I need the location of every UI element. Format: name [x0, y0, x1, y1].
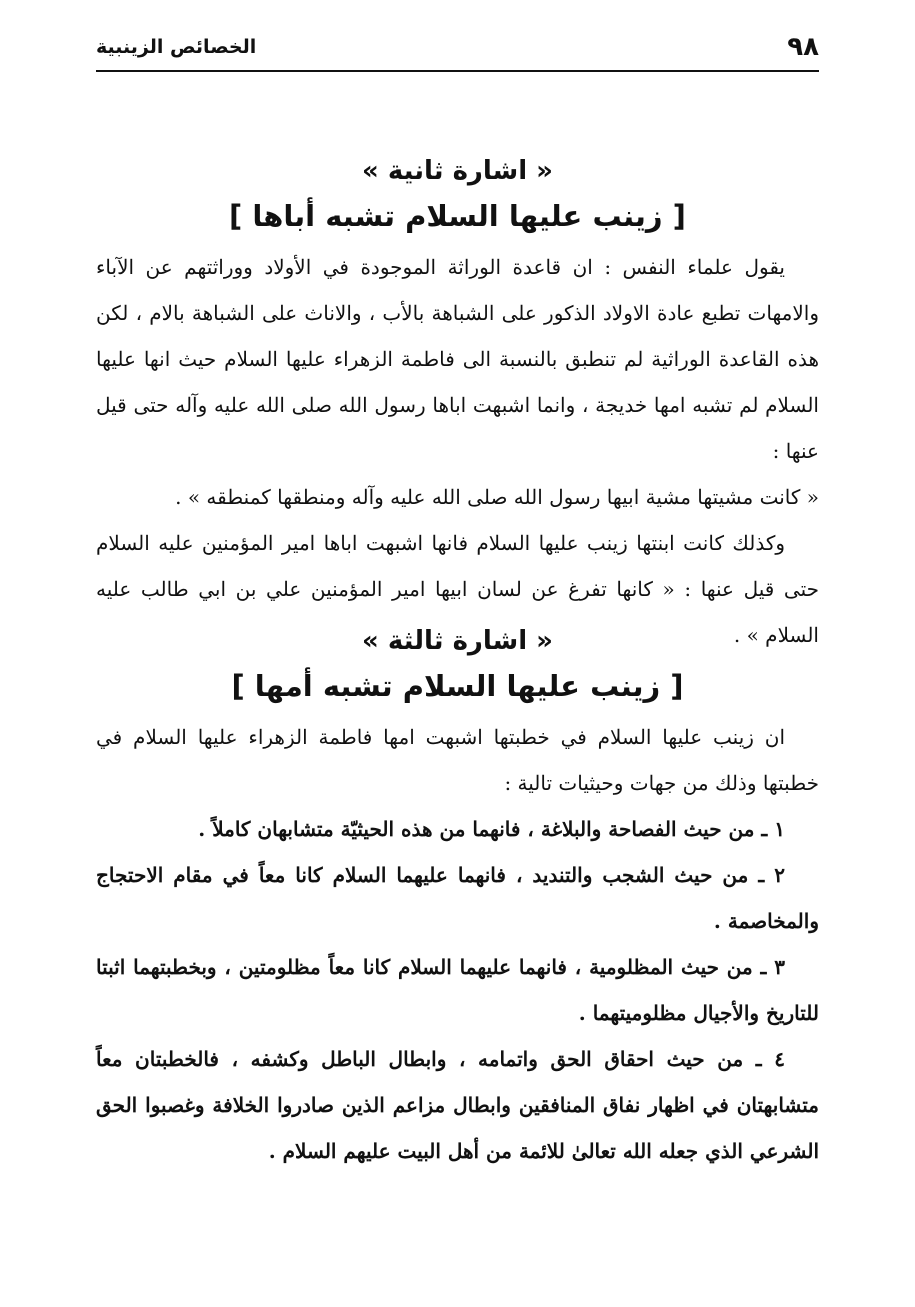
- paragraph: يقول علماء النفس : ان قاعدة الوراثة الموجودة في الأولاد ووراثتهم عن الآباء والامهات تطبع عادة الاولاد الذكور على الشباهة بالأب ، والاناث على الشباهة بالام ، لكن هذه القاعدة الوراثية لم تنطبق بالنسبة الى فاطمة الزهراء عليها السلام حيث انها عليها السلام لم تشبه امها خديجة ، وانما اشبهت اباها رسول الله صلى الله عليه وآله حتى قيل عنها :: [96, 255, 819, 463]
- list-item: ١ ـ من حيث الفصاحة والبلاغة ، فانهما من هذه الحيثيّة متشابهان كاملاً .: [198, 817, 785, 841]
- section-subheading: [ زينب عليها السلام تشبه أباها ]: [229, 199, 686, 233]
- section-heading: « اشارة ثانية »: [362, 156, 553, 186]
- section-subheading: [ زينب عليها السلام تشبه أمها ]: [231, 669, 684, 703]
- list-item: ٤ ـ من حيث احقاق الحق واتمامه ، وابطال الباطل وكشفه ، فالخطبتان معاً متشابهتان في اظهار نفاق المنافقين وابطال مزاعم الذين صادروا الخلافة وغصبوا الحق الشرعي الذي جعله الله تعالىٰ للائمة من أهل البيت عليهم السلام .: [96, 1047, 819, 1163]
- page-number: ٩٨: [787, 32, 819, 62]
- list-item: ٣ ـ من حيث المظلومية ، فانهما عليهما السلام كانا معاً مظلومتين ، وبخطبتهما اثبتا للتاريخ والأجيال مظلوميتهما .: [96, 955, 819, 1025]
- paragraph: وكذلك كانت ابنتها زينب عليها السلام فانها اشبهت اباها امير المؤمنين عليه السلام حتى قيل عنها : « كانها تفرغ عن لسان ابيها امير المؤمنين علي بن ابي طالب عليه السلام » .: [96, 531, 819, 647]
- section-third-indication: [96, 620, 819, 1174]
- list-item: ٢ ـ من حيث الشجب والتنديد ، فانهما عليهما السلام كانا معاً في مقام الاحتجاج والمخاصمة .: [96, 863, 819, 933]
- running-title: الخصائص الزينبية: [96, 36, 257, 58]
- section-heading: « اشارة ثالثة »: [362, 626, 553, 656]
- quote-paragraph: « كانت مشيتها مشية ابيها رسول الله صلى الله عليه وآله ومنطقها كمنطقه » .: [175, 485, 819, 509]
- page-header: [96, 30, 819, 72]
- intro-paragraph: ان زينب عليها السلام في خطبتها اشبهت امها فاطمة الزهراء عليها السلام في خطبتها وذلك من جهات وحيثيات تالية :: [96, 725, 819, 795]
- section-second-indication: [96, 150, 819, 658]
